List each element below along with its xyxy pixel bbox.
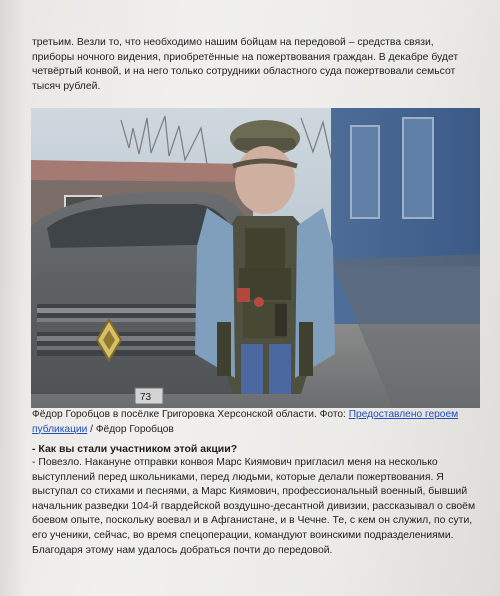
article-photo xyxy=(31,108,480,408)
caption-text: Фёдор Горобцов в посёлке Григоровка Херсонской области. Фото: xyxy=(32,409,349,420)
page-shadow xyxy=(0,0,26,596)
interview-question: - Как вы стали участником этой акции? xyxy=(32,443,238,455)
photo-credit-link[interactable]: Предоставлено героем публикации xyxy=(32,409,459,435)
caption-author: / Фёдор Горобцов xyxy=(90,423,174,435)
photo-caption xyxy=(32,408,477,437)
plate-text: 73 xyxy=(140,392,152,403)
interview-answer: - Повезло. Накануне отправки конвоя Марс Киямович пригласил меня на несколько выступлений перед школьниками, перед людьми, которые делали пожертвования. Я выступал со стихами и песнями, а Марс Киямович, профессиональный военный, бывший начальник разведки 104-й гвардейской воздушно-десантной дивизии, рассказывал о своём боевом опыте, поскольку воевал и в Афганистане, и в Чечне. Те, с кем он служил, по сути, его ученики, сейчас, во время спецоперации, командуют воинскими подразделениями. Благодаря этому нам удалось добраться почти до передовой. xyxy=(32,457,476,556)
intro-paragraph: третьим. Везли то, что необходимо нашим бойцам на передовой – средства связи, приборы ночного видения, приобретённые на пожертвования граждан. В декабре будет четвёртый конвой, и на него только сотрудники областного суда пожертвовали семьсот тысяч рублей. xyxy=(32,37,459,92)
